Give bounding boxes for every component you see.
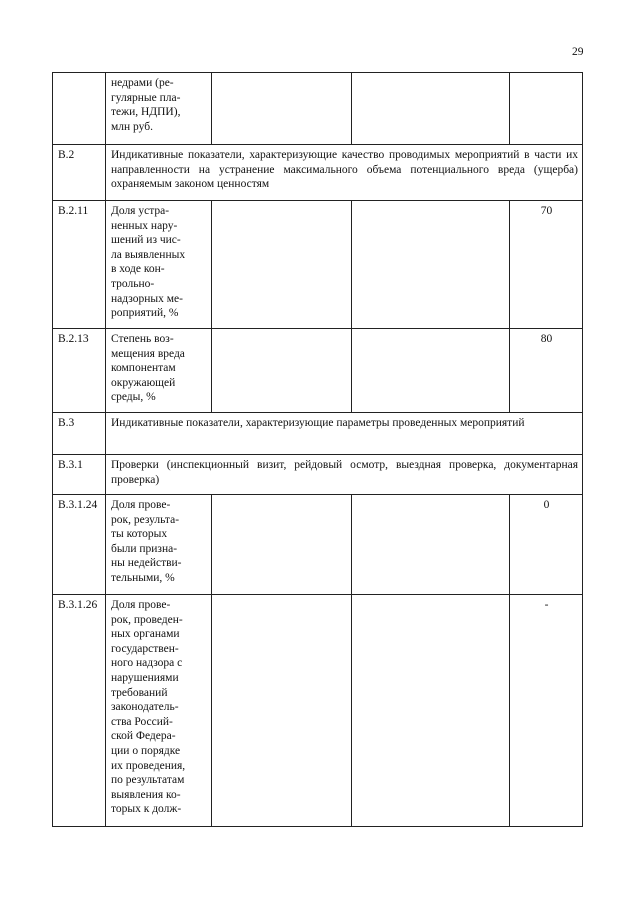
indicators-table [52,72,583,827]
row-code: В.3 [53,413,106,455]
section-title: Индикативные показатели, характеризующие параметры проведенных мероприятий [106,413,583,455]
section-row [53,455,583,495]
page-number: 29 [572,46,584,58]
section-title: Проверки (инспекционный визит, рейдовый осмотр, выездная проверка, документарная проверка) [106,455,583,495]
empty-value-cell [352,329,510,413]
indicator-name: Доля прове- рок, проведен- ных органами государствен- ного надзора с нарушениями требований законодатель- ства Россий- ской Федера- ции о порядке их проведения, по результатам выявления ко- торых к долж- [106,595,212,827]
empty-value-cell [352,495,510,595]
row-code: В.2.11 [53,201,106,329]
empty-value-cell [212,329,352,413]
indicator-row [53,201,583,329]
indicator-value: 80 [510,329,583,413]
empty-value-cell [212,73,352,145]
empty-value-cell [352,595,510,827]
indicator-row [53,329,583,413]
row-code: В.2.13 [53,329,106,413]
section-title: Индикативные показатели, характеризующие качество проводимых мероприятий в части их направленности на устранение максимального объема потенциального вреда (ущерба) охраняемым законом ценностям [106,145,583,201]
indicator-row [53,73,583,145]
empty-value-cell [352,201,510,329]
section-row [53,413,583,455]
indicator-value [510,73,583,145]
indicator-name: Доля прове- рок, результа- ты которых были призна- ны недействи- тельными, % [106,495,212,595]
section-row [53,145,583,201]
empty-value-cell [352,73,510,145]
empty-value-cell [212,495,352,595]
indicator-name: Доля устра- ненных нару- шений из чис- ла выявленных в ходе кон- трольно- надзорных ме- роприятий, % [106,201,212,329]
row-code [53,73,106,145]
indicator-value: - [510,595,583,827]
row-code: В.3.1 [53,455,106,495]
row-code: В.3.1.26 [53,595,106,827]
indicator-name: Степень воз- мещения вреда компонентам окружающей среды, % [106,329,212,413]
indicators-table-body [53,73,583,827]
row-code: В.2 [53,145,106,201]
indicator-value: 70 [510,201,583,329]
indicator-row [53,495,583,595]
empty-value-cell [212,595,352,827]
empty-value-cell [212,201,352,329]
row-code: В.3.1.24 [53,495,106,595]
indicator-row [53,595,583,827]
indicator-name: недрами (ре- гулярные пла- тежи, НДПИ), млн руб. [106,73,212,145]
indicator-value: 0 [510,495,583,595]
